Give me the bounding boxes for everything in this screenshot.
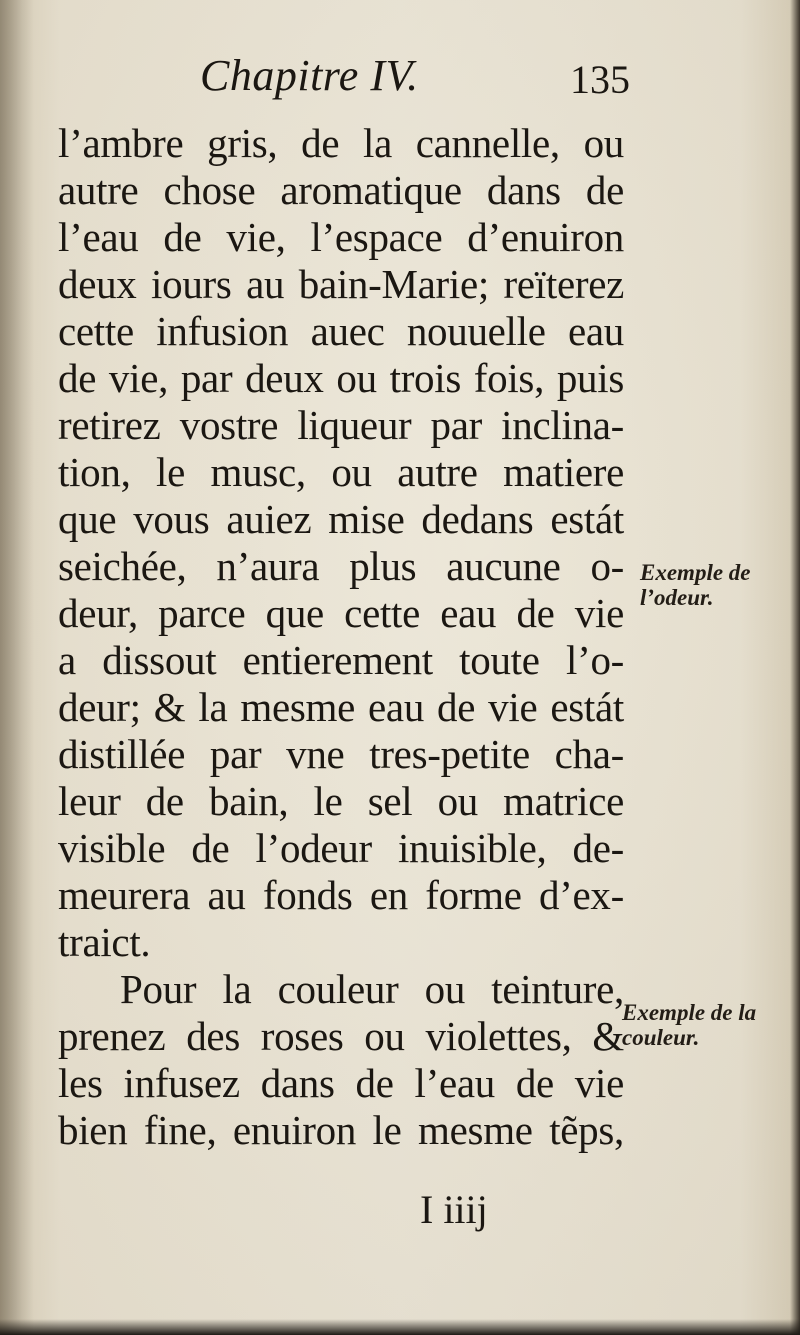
text-line: l’ambre gris, de la cannelle, ou [58,120,624,166]
text-line: prenez des roses ou violettes, & [58,1013,624,1059]
text-line: bien fine, enuiron le mesme tẽps, [58,1107,624,1153]
text-line: autre chose aromatique dans de [58,167,624,213]
page-edge-bottom [0,1319,800,1335]
text-line: retirez vostre liqueur par inclina- [58,402,624,448]
text-line: meurera au fonds en forme d’ex- [58,872,624,918]
text-line: leur de bain, le sel ou matrice [58,778,624,824]
text-line: deur; & la mesme eau de vie estát [58,684,624,730]
text-line: visible de l’odeur inuisible, de- [58,825,624,871]
gutter-shadow [0,0,34,1335]
text-line: seichée, n’aura plus aucune o- [58,543,624,589]
page-number: 135 [570,57,630,102]
text-line: les infusez dans de l’eau de vie [58,1060,624,1106]
text-line: deux iours au bain-Marie; reïterez [58,261,624,307]
signature-mark: I iiij [420,1187,488,1232]
margin-note-odeur: Exemple de l’odeur. [640,560,751,610]
text-line: tion, le musc, ou autre matiere [58,449,624,495]
margin-note-couleur: Exemple de la couleur. [622,1000,757,1050]
text-line: traict. [58,919,151,965]
text-line: que vous auiez mise dedans estát [58,496,624,542]
chapter-title: Chapitre IV. [200,51,419,100]
page-edge-right [790,0,800,1335]
text-line: cette infusion auec nouuelle eau [58,308,624,354]
body-text [58,120,624,1154]
text-line: distillée par vne tres-petite cha- [58,731,624,777]
text-line: de vie, par deux ou trois fois, puis [58,355,624,401]
text-line: a dissout entierement toute l’o- [58,637,624,683]
text-line: deur, parce que cette eau de vie [58,590,624,636]
running-header [190,50,630,110]
paragraph-start-line: Pour la couleur ou teinture, [120,966,624,1012]
text-line: l’eau de vie, l’espace d’enuiron [58,214,624,260]
